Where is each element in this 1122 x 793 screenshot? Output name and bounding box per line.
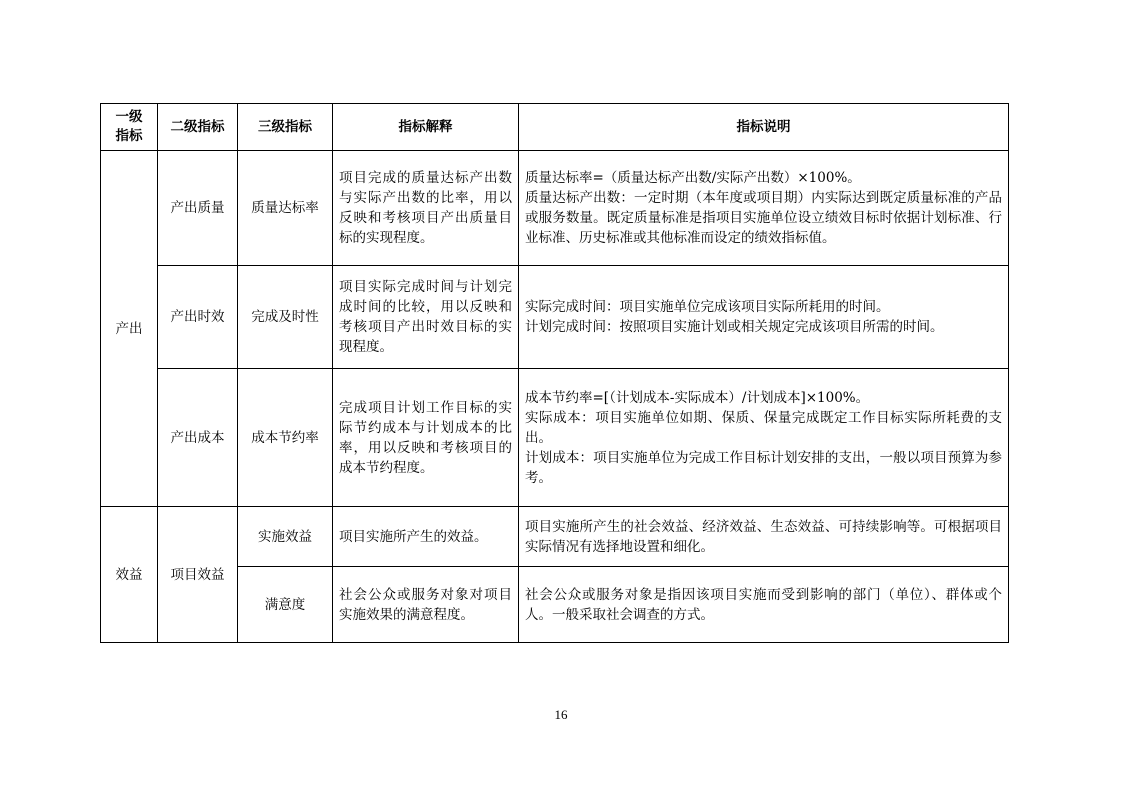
indicator-table bbox=[100, 103, 1009, 643]
description-line: 项目实施所产生的社会效益、经济效益、生态效益、可持续影响等。可根据项目实际情况有选择地设置和细化。 bbox=[525, 518, 1002, 555]
table-row bbox=[101, 567, 1009, 643]
description-line: 社会公众或服务对象是指因该项目实施而受到影响的部门（单位）、群体或个人。一般采取社会调查的方式。 bbox=[525, 586, 1002, 623]
explanation-cell: 项目完成的质量达标产出数与实际产出数的比率，用以反映和考核项目产出质量目标的实现程度。 bbox=[333, 151, 519, 266]
page-number: 16 bbox=[554, 707, 568, 722]
explanation-cell: 完成项目计划工作目标的实际节约成本与计划成本的比率，用以反映和考核项目的成本节约程度。 bbox=[333, 369, 519, 507]
description-line: 成本节约率=[（计划成本-实际成本）/计划成本]×100%。 bbox=[525, 389, 870, 406]
level2-cell: 项目效益 bbox=[158, 507, 238, 643]
description-line: 实际成本：项目实施单位如期、保质、保量完成既定工作目标实际所耗费的支出。 bbox=[525, 409, 1002, 446]
explanation-cell: 社会公众或服务对象对项目实施效果的满意程度。 bbox=[333, 567, 519, 643]
header-row bbox=[101, 104, 1009, 151]
description-cell bbox=[519, 151, 1009, 266]
table-row bbox=[101, 151, 1009, 266]
level3-cell: 质量达标率 bbox=[238, 151, 333, 266]
level1-cell: 效益 bbox=[101, 507, 158, 643]
header-explanation: 指标解释 bbox=[333, 104, 519, 151]
explanation-cell: 项目实施所产生的效益。 bbox=[333, 507, 519, 567]
header-description: 指标说明 bbox=[519, 104, 1009, 151]
level3-cell: 完成及时性 bbox=[238, 266, 333, 369]
level1-cell: 产出 bbox=[101, 151, 158, 507]
table-row bbox=[101, 266, 1009, 369]
level3-cell: 成本节约率 bbox=[238, 369, 333, 507]
description-line: 计划成本：项目实施单位为完成工作目标计划安排的支出，一般以项目预算为参考。 bbox=[525, 449, 1002, 486]
header-level1 bbox=[101, 104, 158, 151]
description-line: 质量达标产出数：一定时期（本年度或项目期）内实际达到既定质量标准的产品或服务数量。既定质量标准是指项目实施单位设立绩效目标时依据计划标准、行业标准、历史标准或其他标准而设定的绩效指标值。 bbox=[525, 190, 1002, 246]
level2-cell: 产出成本 bbox=[158, 369, 238, 507]
level3-cell: 满意度 bbox=[238, 567, 333, 643]
table-row bbox=[101, 507, 1009, 567]
level3-cell: 实施效益 bbox=[238, 507, 333, 567]
description-line: 实际完成时间：项目实施单位完成该项目实际所耗用的时间。 bbox=[525, 299, 890, 315]
description-line: 质量达标率=（质量达标产出数/实际产出数）×100%。 bbox=[525, 170, 861, 186]
header-level2: 二级指标 bbox=[158, 104, 238, 151]
header-level3: 三级指标 bbox=[238, 104, 333, 151]
description-cell bbox=[519, 266, 1009, 369]
header-level1-text: 一级 指标 bbox=[115, 109, 143, 144]
level2-cell: 产出时效 bbox=[158, 266, 238, 369]
explanation-cell: 项目实际完成时间与计划完成时间的比较，用以反映和考核项目产出时效目标的实现程度。 bbox=[333, 266, 519, 369]
level2-cell: 产出质量 bbox=[158, 151, 238, 266]
description-cell bbox=[519, 507, 1009, 567]
table-row bbox=[101, 369, 1009, 507]
description-cell bbox=[519, 567, 1009, 643]
description-line: 计划完成时间：按照项目实施计划或相关规定完成该项目所需的时间。 bbox=[525, 319, 944, 335]
description-cell bbox=[519, 369, 1009, 507]
